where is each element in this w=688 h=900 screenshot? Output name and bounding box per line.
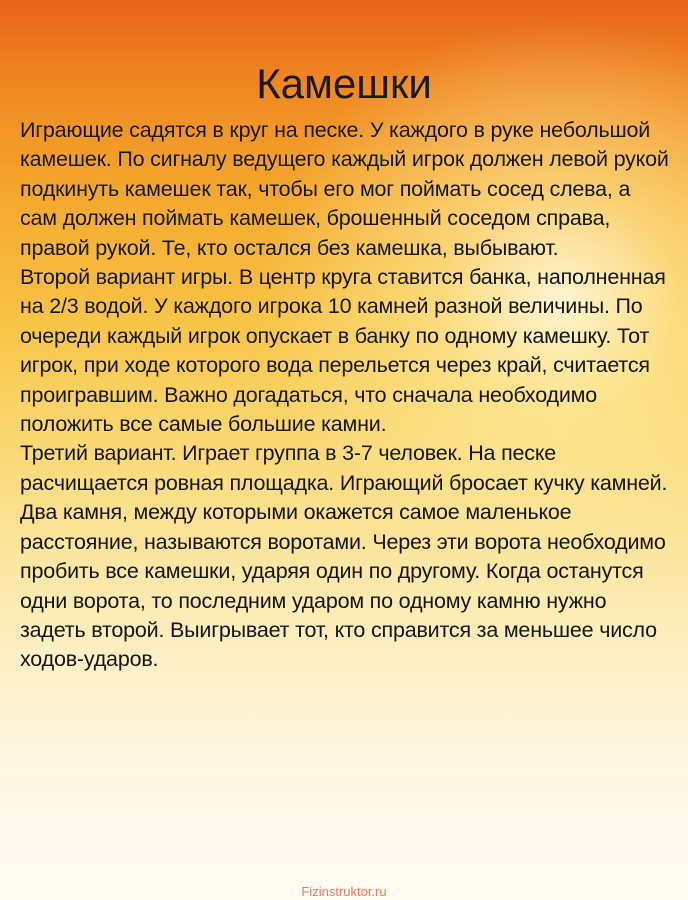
article-body (20, 116, 670, 675)
paragraph-1: Играющие садятся в круг на песке. У каждого в руке небольшой камешек. По сигналу ведущего каждый игрок должен левой рукой подкинуть камешек так, чтобы его мог поймать сосед слева, а сам должен поймать камешек, брошенный соседом справа, правой рукой. Те, кто остался без камешка, выбывают. (20, 118, 669, 260)
page-title: Камешки (256, 60, 432, 107)
paragraph-2: Второй вариант игры. В центр круга ставится банка, наполненная на 2/3 водой. У каждого игрока 10 камней разной величины. По очереди каждый игрок опускает в банку по одному камешку. Тот игрок, при ходе которого вода перельется через край, считается проигравшим. Важно догадаться, что сначала необходимо положить все самые большие камни. (20, 265, 666, 437)
paragraph-3: Третий вариант. Играет группа в 3-7 человек. На песке расчищается ровная площадка. Играющий бросает кучку камней. Два камня, между которыми окажется самое маленькое расстояние, называются воротами. Через эти ворота необходимо пробить все камешки, ударяя один по другому. Когда останутся одни ворота, то последним ударом по одному камню нужно задеть второй. Выигрывает тот, кто справится за меньшее число ходов-ударов. (20, 441, 668, 672)
watermark-footer: Fizinstruktor.ru (301, 884, 387, 899)
